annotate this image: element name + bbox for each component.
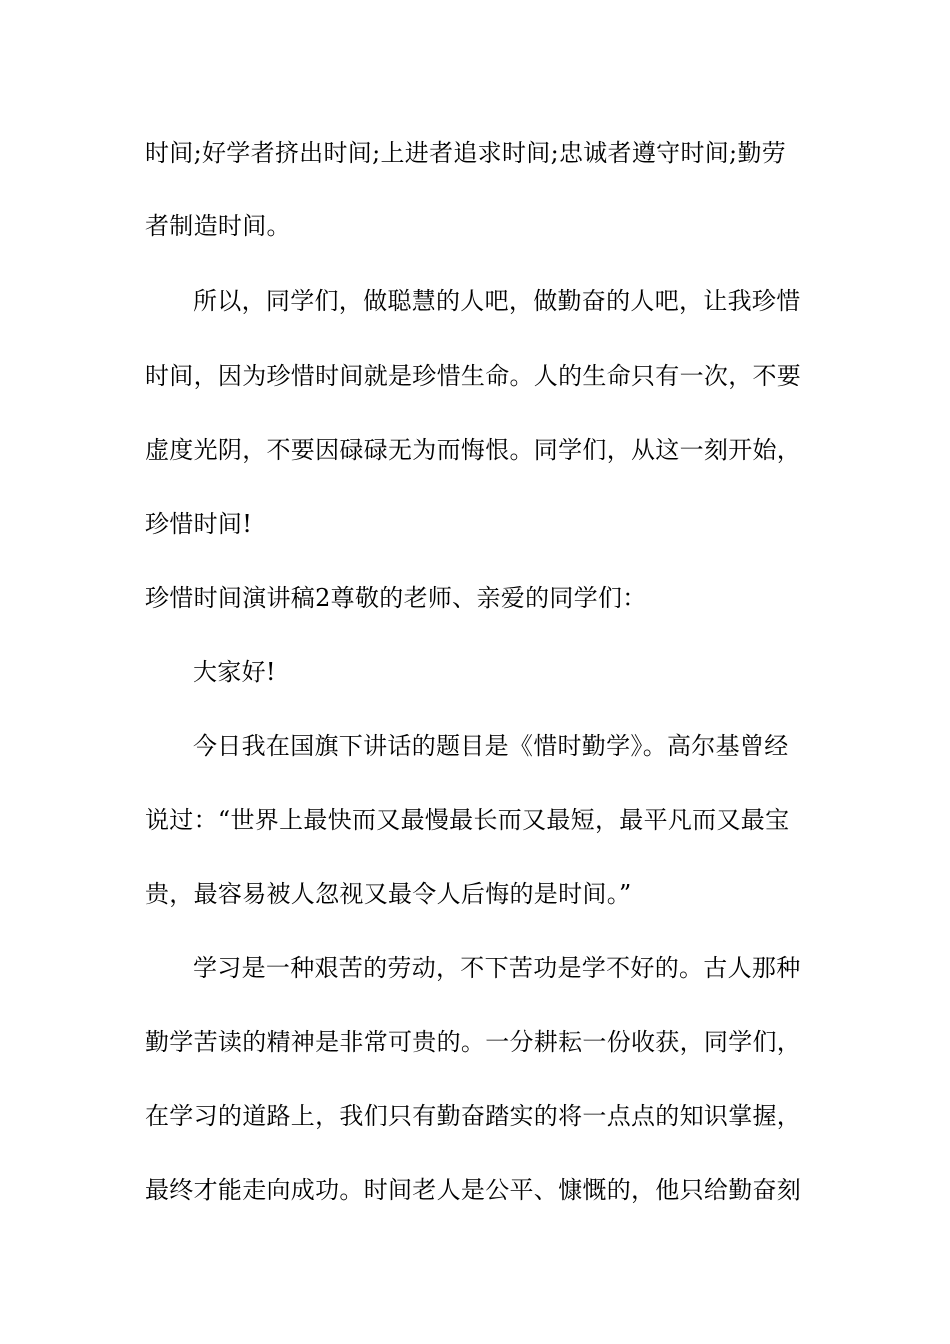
- paragraph-5-line-2: 说过：“世界上最快而又最慢最长而又最短，最平凡而又最宝: [145, 806, 790, 834]
- greeting: 大家好!: [193, 658, 276, 686]
- paragraph-6-line-3: 在学习的道路上，我们只有勤奋踏实的将一点点的知识掌握，: [145, 1102, 802, 1130]
- paragraph-1-line-2: 者制造时间。: [145, 212, 291, 240]
- paragraph-5-line-1: 今日我在国旗下讲话的题目是《惜时勤学》。高尔基曾经: [193, 732, 789, 760]
- paragraph-2-line-3: 虚度光阴，不要因碌碌无为而悔恨。同学们，从这一刻开始，: [145, 436, 802, 464]
- paragraph-6-line-4: 最终才能走向成功。时间老人是公平、慷慨的，他只给勤奋刻: [145, 1176, 802, 1204]
- paragraph-6-line-1: 学习是一种艰苦的劳动，不下苦功是学不好的。古人那种: [193, 954, 801, 982]
- speech-title: 珍惜时间演讲稿2尊敬的老师、亲爱的同学们：: [145, 584, 647, 612]
- paragraph-6-line-2: 勤学苦读的精神是非常可贵的。一分耕耘一份收获，同学们，: [145, 1028, 802, 1056]
- paragraph-5-line-3: 贵，最容易被人忽视又最令人后悔的是时间。”: [145, 880, 632, 908]
- paragraph-2-line-2: 时间，因为珍惜时间就是珍惜生命。人的生命只有一次，不要: [145, 362, 802, 390]
- paragraph-2-line-1: 所以，同学们，做聪慧的人吧，做勤奋的人吧，让我珍惜: [193, 287, 801, 315]
- paragraph-2-line-4: 珍惜时间!: [145, 510, 253, 538]
- paragraph-1-line-1: 时间;好学者挤出时间;上进者追求时间;忠诚者遵守时间;勤劳: [145, 139, 787, 167]
